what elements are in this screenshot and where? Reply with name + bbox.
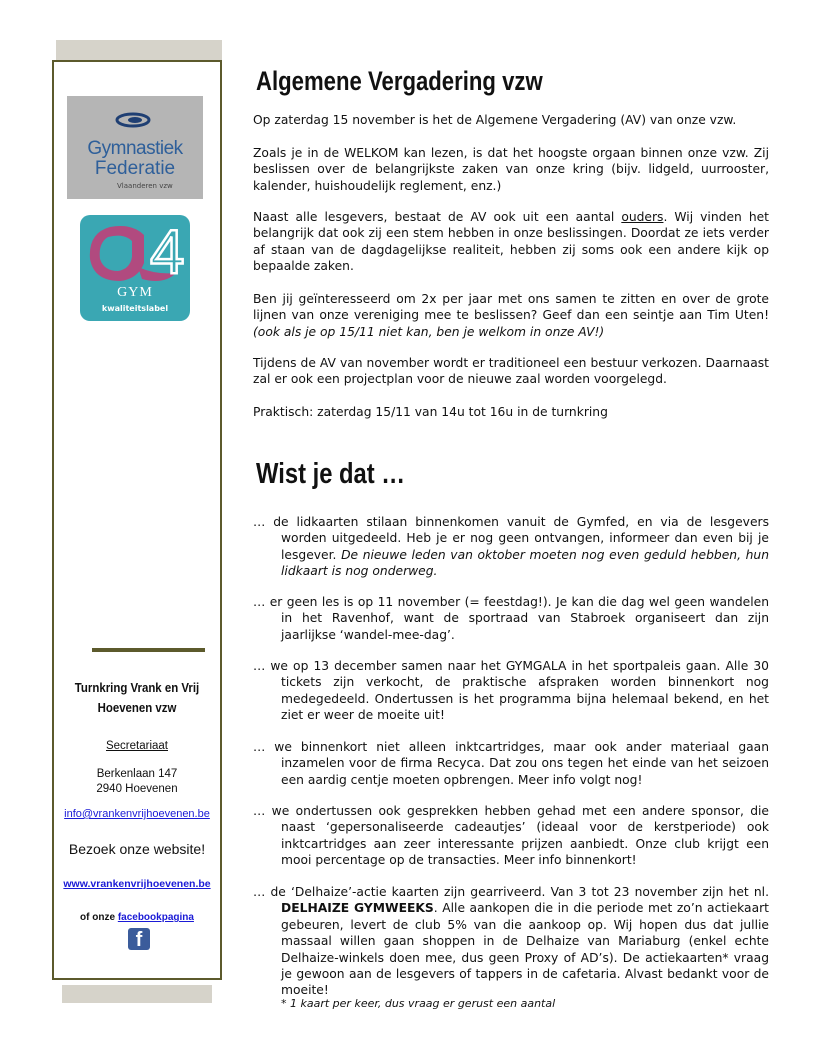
sidebar-top-shade — [56, 40, 222, 62]
club-name — [64, 678, 210, 718]
list-item-6-part-a: … de ‘Delhaize’-actie kaarten zijn gearriveerd. Van 3 tot 23 november zijn het nl. — [253, 885, 769, 899]
paragraph-1: Op zaterdag 15 november is het de Algemene Vergadering (AV) van onze vzw. — [253, 113, 737, 127]
logo-text-line1: Gymnastiek — [87, 138, 183, 159]
swirl-icon — [115, 112, 151, 128]
address-line1: Berkenlaan 147 — [96, 768, 178, 780]
list-item-6-bold: DELHAIZE GYMWEEKS — [281, 901, 434, 916]
paragraph-2: Zoals je in de WELKOM kan lezen, is dat het hoogste orgaan binnen onze vzw. Zij beslissen over de belangrijkste zaken van onze kring (bijv. lidgeld, uurrooster, kalender, huishoudelijk reglement, enz.) — [253, 146, 769, 193]
website-link[interactable]: www.vrankenvrijhoevenen.be — [63, 878, 211, 890]
list-item-6-part-b: . Alle aankopen die in die periode met zo’n actiekaart gebeuren, levert de club 5% van die aankoop op. Wij hopen dus dat jullie massaal willen gaan shoppen in de Delhaize van Mariaburg (enkel echte Delhaize-winkels doen mee, dus geen Proxy of AD’s). De actiekaarten* vraag je gewoon aan de lesgevers of tappers in de cafetaria. Alvast bedankt voor de moeite! — [281, 901, 770, 998]
sidebar-bottom-shade — [62, 985, 212, 1003]
footnote: * 1 kaart per keer, dus vraag er gerust een aantal — [281, 997, 556, 1010]
paragraph-5: Tijdens de AV van november wordt er traditioneel een bestuur verkozen. Daarnaast zal er ook een projectplan voor de nieuwe zaal worden voorgelegd. — [253, 356, 769, 387]
gymnastiek-federatie-logo — [67, 96, 203, 199]
paragraph-6: Praktisch: zaterdag 15/11 van 14u tot 16u in de turnkring — [253, 405, 608, 419]
list-item-2: … er geen les is op 11 november (= feestdag!). Je kan die dag wel geen wandelen in het Ravenhof, want de sportraad van Stabroek organiseert dan zijn jaarlijkse ‘wandel-mee-dag’. — [253, 595, 769, 642]
logo-kwaliteitslabel-text: kwaliteitslabel — [101, 304, 169, 313]
sidebar-divider — [92, 648, 205, 652]
logo-gym-text: GYM — [117, 285, 153, 300]
list-item-4: … we binnenkort niet alleen inktcartridges, maar ook ander materiaal gaan inzamelen voor de firma Recyca. Dat zou ons tegen het einde van het seizoen een aardig centje moeten opbrengen. Meer info volgt nog! — [253, 740, 769, 787]
paragraph-3-underlined: ouders — [621, 210, 664, 224]
facebook-icon[interactable]: f — [128, 928, 150, 950]
paragraph-3-part-a: Naast alle lesgevers, bestaat de AV ook uit een aantal — [253, 210, 622, 224]
list-item-3: … we op 13 december samen naar het GYMGALA in het sportpaleis gaan. Alle 30 tickets zijn verkocht, de praktische afspraken worden binnenkort nog medegedeeld. Ondertussen is het programma bijna helemaal bekend, en het ziet er weer de moeite uit! — [253, 659, 769, 723]
list-item-1 — [253, 514, 769, 580]
section-title-algemene-vergadering: Algemene Vergadering vzw — [256, 66, 543, 96]
sidebar — [52, 60, 222, 980]
svg-text:4: 4 — [150, 218, 185, 287]
logo-text-line3: Vlaanderen vzw — [117, 182, 173, 190]
list-item-1-italic: De nieuwe leden van oktober moeten nog even geduld hebben, hun lidkaart is nog onderweg. — [281, 547, 769, 579]
club-name-line1: Turnkring Vrank en Vrij — [74, 680, 200, 695]
email-link[interactable]: info@vrankenvrijhoevenen.be — [64, 808, 210, 820]
facebook-line — [54, 912, 220, 923]
list-item-5: … we ondertussen ook gesprekken hebben gehad met een andere sponsor, die naast ‘gepersonaliseerde cadeautjes’ (ideaal voor de kerstperiode) ook inktcartridges aan zeer interessante prijzen aanbiedt. Onze club krijgt een mooi percentage op de transacties. Meer info binnenkort! — [253, 804, 769, 868]
secretariat-label: Secretariaat — [105, 740, 168, 752]
paragraph-4 — [253, 291, 769, 340]
paragraph-4-text: Ben jij geïnteresseerd om 2x per jaar met ons samen te zitten en over de grote lijnen van onze vereniging mee te beslissen? Geef dan een seintje aan Tim Uten! — [253, 292, 769, 323]
address-line2: 2940 Hoevenen — [96, 783, 178, 795]
paragraph-3 — [253, 209, 769, 275]
list-item-6 — [253, 884, 769, 999]
address — [54, 767, 220, 797]
visit-website-text: Bezoek onze website! — [68, 841, 206, 857]
logo-text-line2: Federatie — [94, 158, 176, 179]
paragraph-4-italic: (ook als je op 15/11 niet kan, ben je welkom in onze AV!) — [253, 324, 605, 339]
club-name-line2: Hoevenen vzw — [97, 700, 177, 715]
list-item-1-text: … de lidkaarten stilaan binnenkomen vanuit de Gymfed, en via de lesgevers worden uitgedeeld. Heb je er nog geen ontvangen, informeer dan even bij je lesgever. — [253, 515, 769, 562]
section-title-wist-je-dat: Wist je dat … — [256, 458, 406, 490]
paragraph-3-part-b: . Wij vinden het belangrijk dat ook zij een stem hebben in onze beslissingen. Doordat ze iets verder af staan van de dagdagelijkse realiteit, hebben zij soms ook een andere kijk op bepaalde zaken. — [253, 210, 770, 274]
q4-gym-quality-label-logo — [80, 215, 190, 321]
facebook-link[interactable]: facebookpagina — [117, 912, 194, 923]
facebook-prefix: of onze — [80, 912, 118, 923]
